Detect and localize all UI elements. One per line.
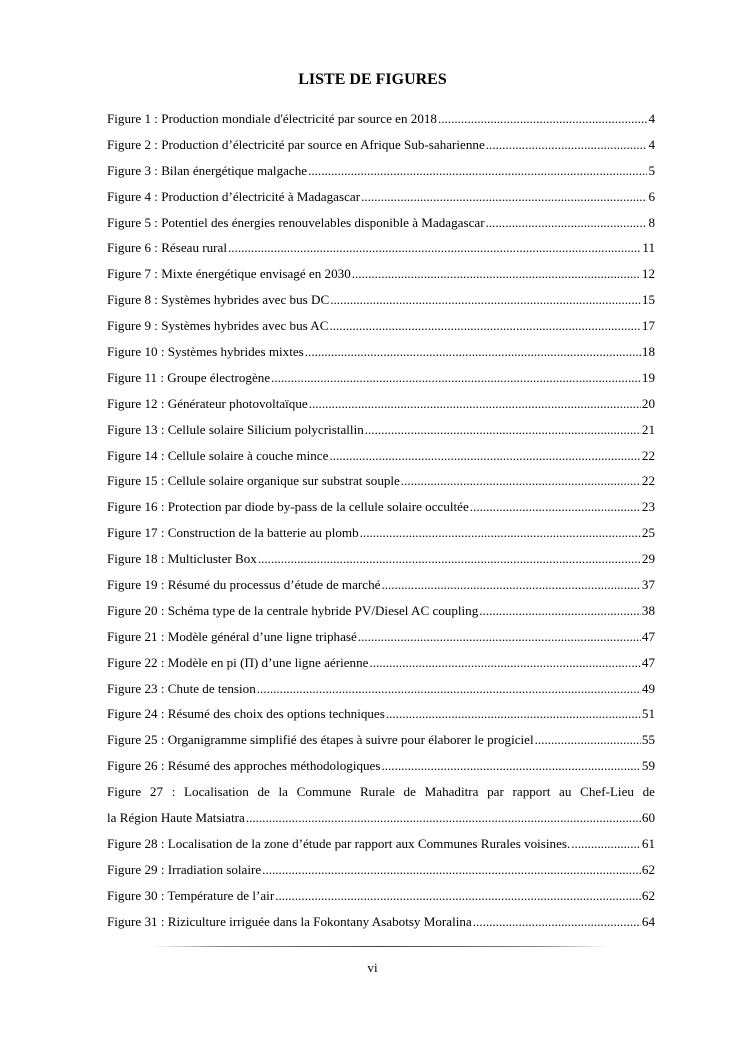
leader-dots [381,572,640,598]
leader-dots [309,391,641,417]
toc-entry-page: 21 [641,421,655,437]
toc-entry[interactable] [107,494,655,520]
leader-dots [330,287,641,313]
toc-entry-label: Figure 2 : Production d’électricité par source en Afrique Sub-saharienne [107,136,485,152]
toc-entry-label: Figure 24 : Résumé des choix des options techniques [107,706,385,722]
leader-dots [438,106,647,132]
toc-entry-label: Figure 26 : Résumé des approches méthodologiques [107,758,381,774]
toc-entry-page: 64 [641,913,655,929]
toc-entry-label: Figure 20 : Schéma type de la centrale hybride PV/Diesel AC coupling [107,602,479,618]
toc-entry-page: 59 [641,758,655,774]
toc-entry[interactable] [107,158,655,184]
leader-dots [271,365,641,391]
toc-entry-page: 49 [641,680,655,696]
toc-entry[interactable] [107,598,655,624]
toc-entry-label: Figure 3 : Bilan énergétique malgache [107,162,308,178]
leader-dots [401,468,641,494]
toc-entry[interactable] [107,443,655,469]
toc-entry[interactable] [107,572,655,598]
toc-entry-page: 5 [648,162,655,178]
toc-entry[interactable] [107,676,655,702]
leader-dots [381,753,640,779]
toc-entry[interactable] [107,883,655,909]
toc-entry-label: Figure 1 : Production mondiale d'électricité par source en 2018 [107,111,437,126]
toc-entry-label: Figure 8 : Systèmes hybrides avec bus DC [107,292,330,308]
toc-entry[interactable] [107,727,655,753]
toc-entry-label: Figure 16 : Protection par diode by-pass de la cellule solaire occultée [107,499,469,515]
leader-dots [275,883,641,909]
toc-entry-label: Figure 14 : Cellule solaire à couche mince [107,447,329,463]
toc-entry-page: 19 [641,369,655,385]
toc-entry-label: Figure 4 : Production d’électricité à Madagascar [107,188,361,204]
toc-entry[interactable] [107,261,655,287]
toc-entry-page: 20 [641,395,655,411]
toc-entry-label: Figure 15 : Cellule solaire organique sur substrat souple [107,473,400,489]
leader-dots [386,701,641,727]
leader-dots [308,158,647,184]
toc-entry[interactable] [107,417,655,443]
toc-entry[interactable] [107,468,655,494]
toc-entry-label: Figure 10 : Systèmes hybrides mixtes [107,344,304,360]
leader-dots [262,857,641,883]
leader-dots [365,417,641,443]
toc-entry[interactable] [107,520,655,546]
toc-entry-label: Figure 9 : Systèmes hybrides avec bus AC [107,318,329,334]
toc-entry-page: 18 [641,344,655,360]
toc-entry-label: Figure 7 : Mixte énergétique envisagé en 2030 [107,266,351,282]
toc-entry[interactable] [107,184,655,210]
leader-dots [329,443,640,469]
toc-entry-label: Figure 29 : Irradiation solaire [107,861,262,877]
toc-entry-page: 12 [641,266,655,282]
toc-entry-label: Figure 13 : Cellule solaire Silicium polycristallin [107,421,364,437]
page-title: LISTE DE FIGURES [298,71,447,88]
leader-dots [246,805,641,831]
toc-entry-page: 22 [641,473,655,489]
toc-entry-label: Figure 22 : Modèle en pi (Π) d’une ligne aérienne [107,654,369,670]
leader-dots [535,727,641,753]
toc-entry[interactable] [107,339,655,365]
toc-entry-page: 17 [641,318,655,334]
leader-dots [473,909,641,935]
toc-entry-label: Figure 18 : Multicluster Box [107,551,257,567]
toc-entry-page: 15 [641,292,655,308]
toc-entry-page: 6 [648,188,655,204]
leader-dots [258,546,641,572]
toc-entry-label: Figure 28 : Localisation de la zone d’étude par rapport aux Communes Rurales voisines. [107,835,571,851]
toc-entry-page: 29 [641,551,655,567]
toc-entry-page: 23 [641,499,655,515]
toc-entry[interactable] [107,210,655,236]
leader-dots [305,339,641,365]
toc-entry-page: 62 [641,887,655,903]
toc-entry-page: 47 [641,628,655,644]
toc-entry[interactable] [107,132,655,158]
footer-rule [152,946,609,947]
toc-entry[interactable] [107,624,655,650]
toc-entry-label: Figure 12 : Générateur photovoltaïque [107,395,308,411]
leader-dots [486,210,648,236]
leader-dots [369,650,640,676]
toc-entry-page: 55 [641,732,655,748]
toc-entry[interactable] [107,106,655,132]
toc-entry-page: 22 [641,447,655,463]
toc-entry-page: 62 [641,861,655,877]
toc-entry[interactable] [107,857,655,883]
figure-list [107,106,655,935]
toc-entry-label: Figure 30 : Température de l’air [107,887,275,903]
toc-entry-label: Figure 19 : Résumé du processus d’étude de marché [107,577,381,593]
toc-entry-label: Figure 31 : Riziculture irriguée dans la Fokontany Asabotsy Moralina [107,913,472,929]
toc-entry-page: 25 [641,525,655,541]
toc-entry[interactable] [107,235,655,261]
toc-entry[interactable] [107,650,655,676]
toc-entry-label: Figure 5 : Potentiel des énergies renouvelables disponible à Madagascar [107,214,485,230]
toc-entry[interactable] [107,546,655,572]
toc-entry-page: 4 [648,136,655,152]
toc-entry[interactable] [107,287,655,313]
toc-entry-page: 38 [641,602,655,618]
toc-entry[interactable] [107,313,655,339]
leader-dots [479,598,641,624]
leader-dots [352,261,641,287]
toc-entry[interactable] [107,753,655,779]
leader-dots [358,624,641,650]
page-number: vi [367,960,378,975]
toc-entry[interactable] [107,391,655,417]
toc-entry[interactable] [107,779,655,831]
toc-entry-page: 47 [641,654,655,670]
toc-entry[interactable] [107,701,655,727]
leader-dots [470,494,641,520]
toc-entry-label: Figure 21 : Modèle général d’une ligne triphasé [107,628,357,644]
toc-entry-label: Figure 27 : Localisation de la Commune Rurale de Mahaditra par rapport au Chef-Lieu de [107,784,655,800]
toc-entry[interactable] [107,909,655,935]
toc-entry-page: 4 [648,111,655,126]
leader-dots [360,520,641,546]
toc-entry-label: Figure 17 : Construction de la batterie au plomb [107,525,359,541]
leader-dots [257,676,641,702]
toc-entry[interactable] [107,365,655,391]
leader-dots [329,313,640,339]
toc-entry-page: 60 [641,810,655,826]
toc-entry-label: Figure 11 : Groupe électrogène [107,369,271,385]
toc-entry-label: Figure 6 : Réseau rural [107,240,227,256]
toc-entry-page: 51 [641,706,655,722]
toc-entry-label: la Région Haute Matsiatra [107,810,245,826]
toc-entry-page: 11 [642,240,655,256]
toc-entry-page: 61 [641,835,655,851]
toc-entry-label: Figure 25 : Organigramme simplifié des étapes à suivre pour élaborer le progiciel [107,732,534,748]
leader-dots [486,132,648,158]
leader-dots [228,235,641,261]
toc-entry-page: 37 [641,577,655,593]
leader-dots [361,184,647,210]
toc-entry[interactable] [107,831,655,857]
toc-entry-label: Figure 23 : Chute de tension [107,680,256,696]
leader-dots [571,831,641,857]
toc-entry-page: 8 [648,214,655,230]
